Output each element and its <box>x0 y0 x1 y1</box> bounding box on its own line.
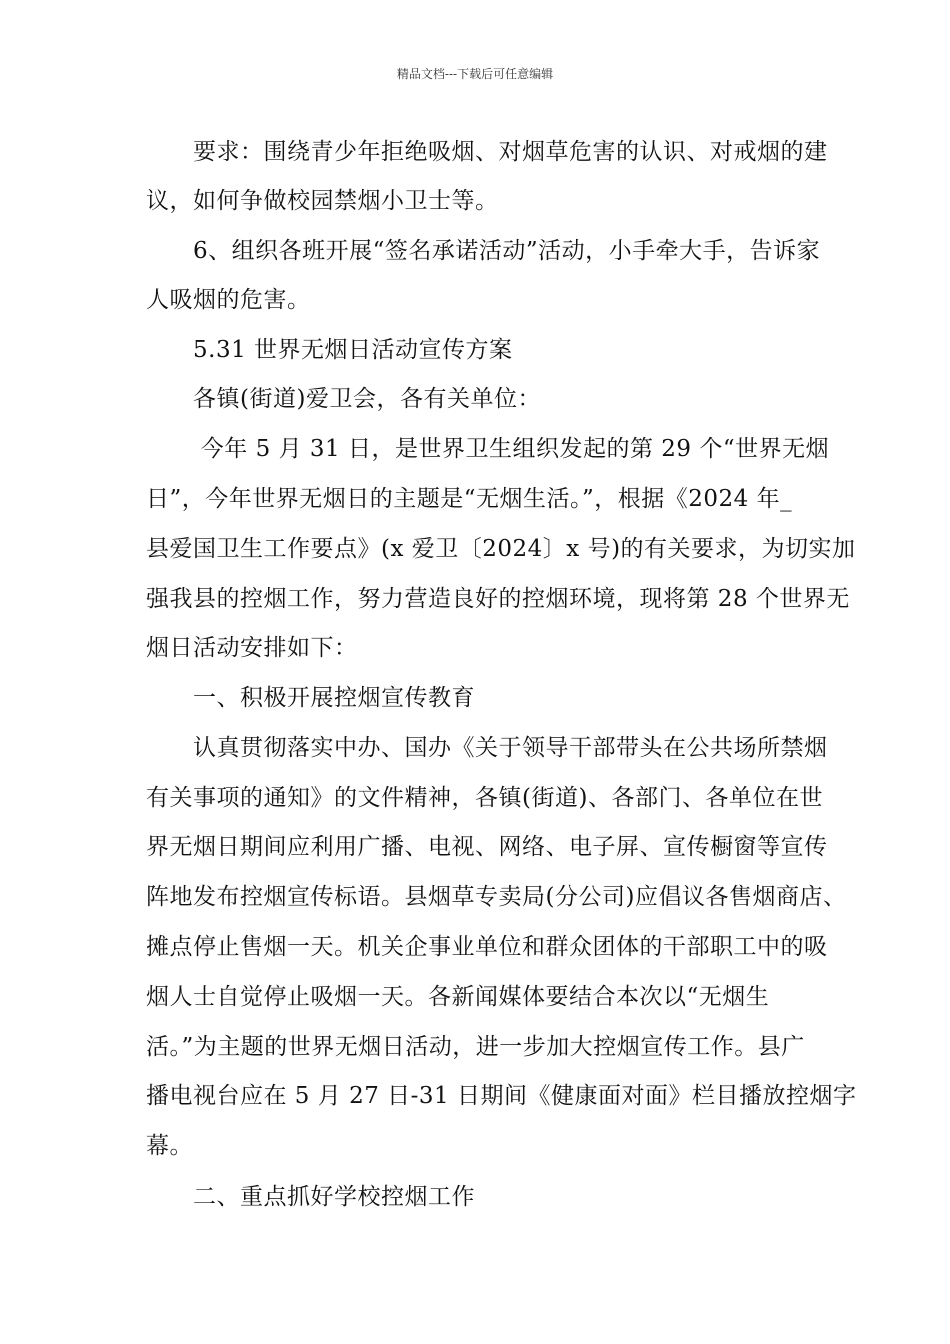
salutation: 各镇(街道)爱卫会，各有关单位： <box>146 386 541 412</box>
text-line: 强我县的控烟工作，努力营造良好的控烟环境，现将第 28 个世界无 <box>146 586 850 612</box>
text-line: 要求：围绕青少年拒绝吸烟、对烟草危害的认识、对戒烟的建 <box>146 139 828 165</box>
text-line: 阵地发布控烟宣传标语。县烟草专卖局(分公司)应倡议各售烟商店、 <box>146 884 847 910</box>
text-line: 烟人士自觉停止吸烟一天。各新闻媒体要结合本次以“无烟生 <box>146 984 770 1010</box>
text-line: 6、组织各班开展“签名承诺活动”活动，小手牵大手，告诉家 <box>146 238 821 264</box>
text-line: 有关事项的通知》的文件精神，各镇(街道)、各部门、各单位在世 <box>146 785 823 811</box>
section-title: 5.31 世界无烟日活动宣传方案 <box>146 337 513 363</box>
text-line: 摊点停止售烟一天。机关企事业单位和群众团体的干部职工中的吸 <box>146 934 828 960</box>
text-line: 幕。 <box>146 1133 193 1159</box>
text-line: 活。”为主题的世界无烟日活动，进一步加大控烟宣传工作。县广 <box>146 1034 805 1060</box>
text-line: 人吸烟的危害。 <box>146 287 311 313</box>
text-line: 日”，今年世界无烟日的主题是“无烟生活。”，根据《2024 年_ <box>146 486 793 512</box>
text-line: 界无烟日期间应利用广播、电视、网络、电子屏、宣传橱窗等宣传 <box>146 834 828 860</box>
text-line: 今年 5 月 31 日，是世界卫生组织发起的第 29 个“世界无烟 <box>146 436 830 462</box>
page-header: 精品文档---下载后可任意编辑 <box>396 67 554 81</box>
text-line: 播电视台应在 5 月 27 日-31 日期间《健康面对面》栏目播放控烟字 <box>146 1083 857 1109</box>
text-line: 县爱国卫生工作要点》(x 爱卫〔2024〕x 号)的有关要求，为切实加 <box>146 536 856 562</box>
section-heading-2: 二、重点抓好学校控烟工作 <box>146 1184 475 1210</box>
section-heading-1: 一、积极开展控烟宣传教育 <box>146 685 475 711</box>
text-line: 议，如何争做校园禁烟小卫士等。 <box>146 188 499 214</box>
text-line: 认真贯彻落实中办、国办《关于领导干部带头在公共场所禁烟 <box>146 735 828 761</box>
text-line: 烟日活动安排如下： <box>146 635 358 661</box>
